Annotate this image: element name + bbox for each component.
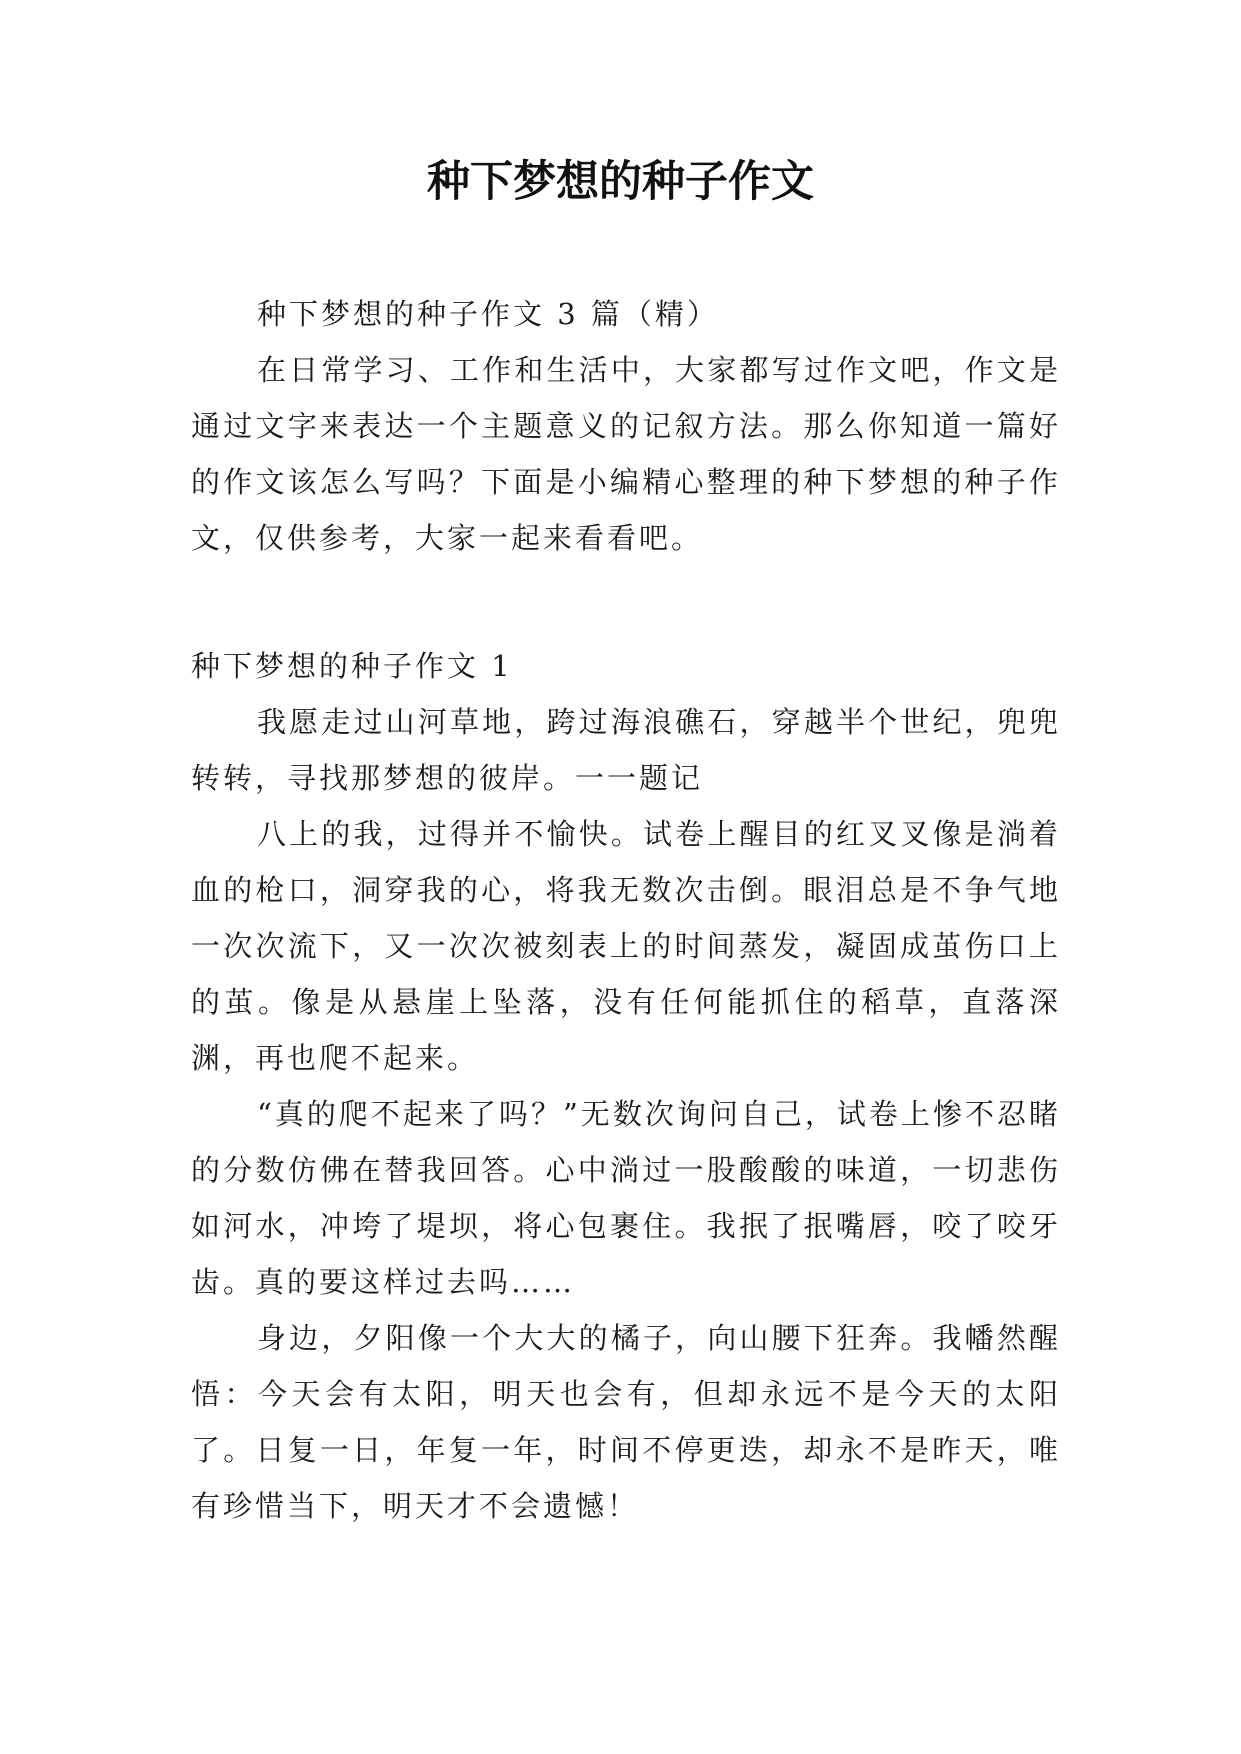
essay-paragraph: “真的爬不起来了吗？”无数次询问自己，试卷上惨不忍睹的分数仿佛在替我回答。心中淌过一股酸酸的味道，一切悲伤如河水，冲垮了堤坝，将心包裹住。我抿了抿嘴唇，咬了咬牙齿。真的要这样过去吗……	[191, 1097, 1061, 1299]
essay-paragraph: 身边，夕阳像一个大大的橘子，向山腰下狂奔。我幡然醒悟：今天会有太阳，明天也会有，但却永远不是今天的太阳了。日复一日，年复一年，时间不停更迭，却永不是昨天，唯有珍惜当下，明天才不会遗憾！	[191, 1321, 1061, 1523]
section-heading: 种下梦想的种子作文 1	[191, 649, 513, 683]
essay-section	[191, 638, 1061, 1534]
document-title: 种下梦想的种子作文	[427, 157, 814, 207]
document-subtitle: 种下梦想的种子作文 3 篇（精）	[257, 297, 719, 331]
intro-block	[191, 286, 1061, 566]
essay-paragraph: 我愿走过山河草地，跨过海浪礁石，穿越半个世纪，兜兜转转，寻找那梦想的彼岸。一一题记	[191, 705, 1061, 795]
intro-paragraph: 在日常学习、工作和生活中，大家都写过作文吧，作文是通过文字来表达一个主题意义的记叙方法。那么你知道一篇好的作文该怎么写吗？下面是小编精心整理的种下梦想的种子作文，仅供参考，大家一起来看看吧。	[191, 353, 1061, 555]
essay-paragraph: 八上的我，过得并不愉快。试卷上醒目的红叉叉像是淌着血的枪口，洞穿我的心，将我无数次击倒。眼泪总是不争气地一次次流下，又一次次被刻表上的时间蒸发，凝固成茧伤口上的茧。像是从悬崖上坠落，没有任何能抓住的稻草，直落深渊，再也爬不起来。	[191, 817, 1061, 1075]
